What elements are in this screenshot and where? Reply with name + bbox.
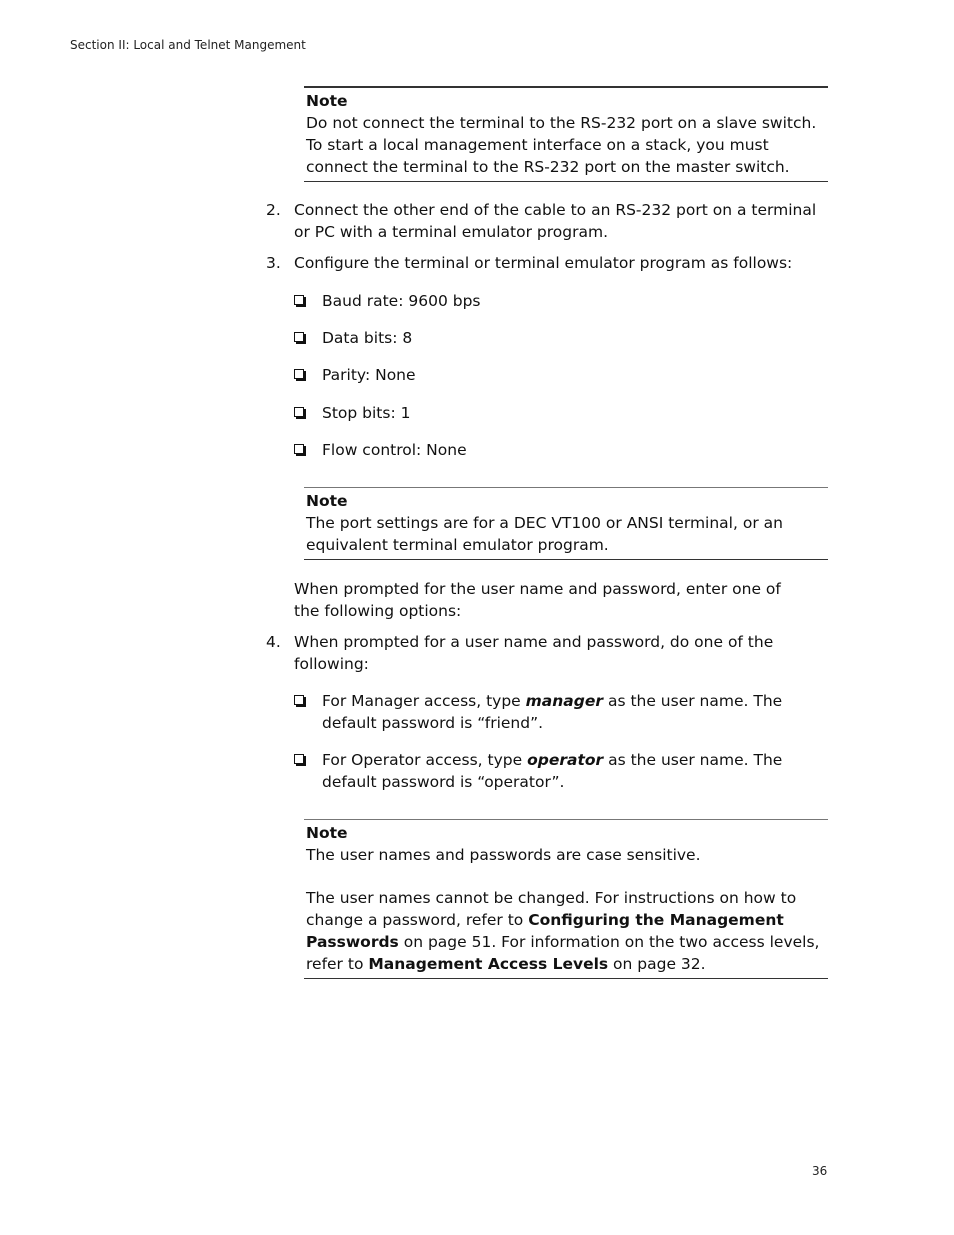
setting-data-bits: Data bits: 8	[294, 327, 828, 349]
step-text: Configure the terminal or terminal emulator program as follows:	[294, 254, 793, 272]
setting-parity: Parity: None	[294, 364, 828, 386]
note-title: Note	[306, 824, 348, 842]
step-text: When prompted for a user name and password, do one of the following:	[294, 633, 774, 673]
running-header: Section II: Local and Telnet Mangement	[70, 38, 306, 52]
note-text: The port settings are for a DEC VT100 or ANSI terminal, or an equivalent terminal emulator program.	[306, 514, 783, 554]
note-case-sensitive	[304, 819, 828, 979]
link-configuring-management-passwords[interactable]: Configuring the Management Passwords	[306, 911, 784, 951]
note-port-settings	[304, 487, 828, 560]
step-text: Connect the other end of the cable to an RS-232 port on a terminal or PC with a terminal emulator program.	[294, 201, 817, 241]
note-stack-warning	[304, 86, 828, 182]
step-3	[266, 252, 828, 274]
checkbox-bullet-icon	[294, 295, 304, 305]
note-text-references: The user names cannot be changed. For instructions on how to change a password, refer to Configuring the Management Passwords on page 51. For information on the two access levels, refer to Management Access Levels on page 32.	[306, 889, 820, 973]
checkbox-bullet-icon	[294, 407, 304, 417]
operator-access-item: For Operator access, type operator as the user name. The default password is “operator”.	[294, 749, 828, 793]
checkbox-bullet-icon	[294, 369, 304, 379]
note-title: Note	[306, 492, 348, 510]
checkbox-bullet-icon	[294, 754, 304, 764]
step-number: 4.	[266, 633, 281, 651]
checkbox-bullet-icon	[294, 332, 304, 342]
note-text: Do not connect the terminal to the RS-232 port on a slave switch. To start a local management interface on a stack, you must connect the terminal to the RS-232 port on the master switch.	[306, 114, 817, 176]
setting-baud-rate: Baud rate: 9600 bps	[294, 290, 828, 312]
prompt-paragraph: When prompted for the user name and password, enter one of the following options:	[294, 580, 781, 620]
note-title: Note	[306, 92, 348, 110]
note-text: The user names and passwords are case sensitive.	[306, 846, 701, 864]
checkbox-bullet-icon	[294, 695, 304, 705]
link-management-access-levels[interactable]: Management Access Levels	[368, 955, 609, 973]
setting-flow-control: Flow control: None	[294, 439, 828, 461]
step-number: 2.	[266, 201, 281, 219]
step-4	[266, 631, 828, 675]
operator-username: operator	[527, 751, 604, 769]
step-number: 3.	[266, 254, 281, 272]
manager-username: manager	[525, 692, 604, 710]
manager-access-item: For Manager access, type manager as the user name. The default password is “friend”.	[294, 690, 828, 734]
step-2	[266, 199, 828, 243]
checkbox-bullet-icon	[294, 444, 304, 454]
page-number: 36	[812, 1164, 828, 1178]
setting-stop-bits: Stop bits: 1	[294, 402, 828, 424]
